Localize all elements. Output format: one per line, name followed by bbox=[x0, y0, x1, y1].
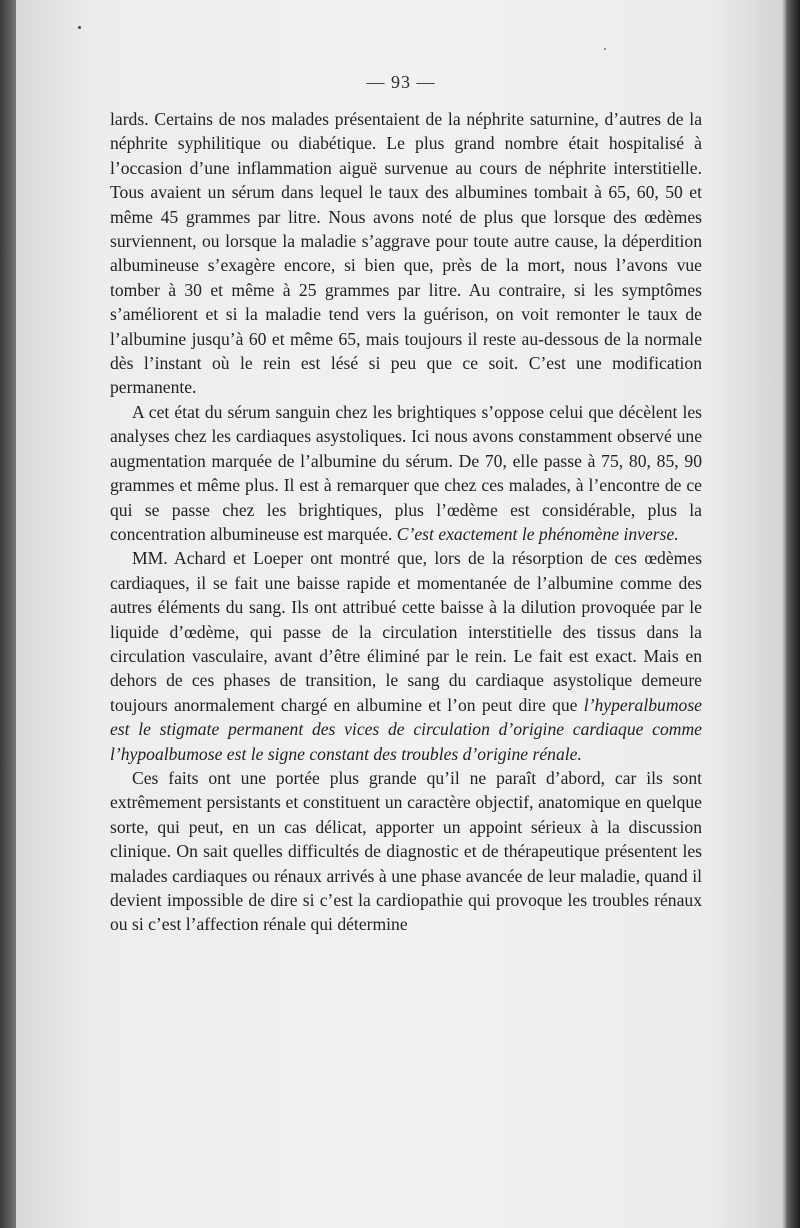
page-number: — 93 — bbox=[366, 72, 436, 92]
paragraph bbox=[110, 766, 702, 937]
scan-right-edge-shadow bbox=[782, 0, 800, 1228]
italic-text-segment: l’hyperalbumose est le stigmate permanent des vices de circulation d’origine cardiaque comme l’hypoalbumose est le signe constant des troubles d’origine rénale. bbox=[110, 694, 702, 764]
ink-speck bbox=[78, 26, 81, 29]
ink-speck bbox=[604, 48, 606, 50]
text-segment: MM. Achard et Loeper ont montré que, lors de la résorption de ces œdèmes cardiaques, il se fait une baisse rapide et momentanée de l’albumine comme des autres éléments du sang. Ils ont attribué cette baisse à la dilution provoquée par le liquide d’œdème, qui passe de la circulation interstitielle des tissus dans la circulation vasculaire, avant d’être éliminé par le rein. Le fait est exact. Mais en dehors de ces phases de transition, le sang du cardiaque asystolique demeure toujours anormalement chargé en albumine et l’on peut dire que bbox=[110, 548, 702, 715]
book-page bbox=[16, 0, 786, 1228]
paragraph bbox=[110, 546, 702, 766]
paragraph bbox=[110, 107, 702, 400]
italic-text-segment: C’est exactement le phénomène inverse. bbox=[396, 523, 679, 544]
body-text bbox=[110, 107, 702, 937]
text-segment: Ces faits ont une portée plus grande qu’il ne paraît d’abord, car ils sont extrêmement persistants et constituent un caractère objectif, anatomique en quelque sorte, qui peut, en un cas délicat, apporter un appoint sérieux à la discussion clinique. On sait quelles difficultés de diagnostic et de thérapeutique présentent les malades cardiaques ou rénaux arrivés à une phase avancée de leur maladie, quand il devient impossible de dire si c’est la cardiopathie qui provoque les troubles rénaux ou si c’est l’affection rénale qui détermine bbox=[110, 767, 702, 935]
text-segment: A cet état du sérum sanguin chez les brightiques s’oppose celui que décèlent les analyses chez les cardiaques asystoliques. Ici nous avons constamment observé une augmentation marquée de l’albumine du sérum. De 70, elle passe à 75, 80, 85, 90 grammes et même plus. Il est à remarquer que chez ces malades, à l’encontre de ce qui se passe chez les brightiques, plus l’œdème est considérable, plus la concentration albumineuse est marquée. bbox=[110, 401, 702, 544]
text-segment: lards. Certains de nos malades présentaient de la néphrite saturnine, d’autres de la néphrite syphilitique ou diabétique. Le plus grand nombre était hospitalisé à l’occasion d’une inflammation aiguë survenue au cours de néphrite interstitielle. Tous avaient un sérum dans lequel le taux des albumines tombait à 65, 60, 50 et même 45 grammes par litre. Nous avons noté de plus que lorsque des œdèmes surviennent, ou lorsque la maladie s’aggrave pour toute autre cause, la déperdition albumineuse s’exagère encore, si bien que, près de la mort, nous l’avons vue tomber à 30 et même à 25 grammes par litre. Au contraire, si les symptômes s’améliorent et si la maladie tend vers la guérison, on voit remonter le taux de l’albumine jusqu’à 60 et même 65, mais toujours il reste au-dessous de la normale dès l’instant où le rein est lésé si peu que ce soit. C’est une modification permanente. bbox=[110, 109, 702, 398]
paragraph bbox=[110, 400, 702, 546]
